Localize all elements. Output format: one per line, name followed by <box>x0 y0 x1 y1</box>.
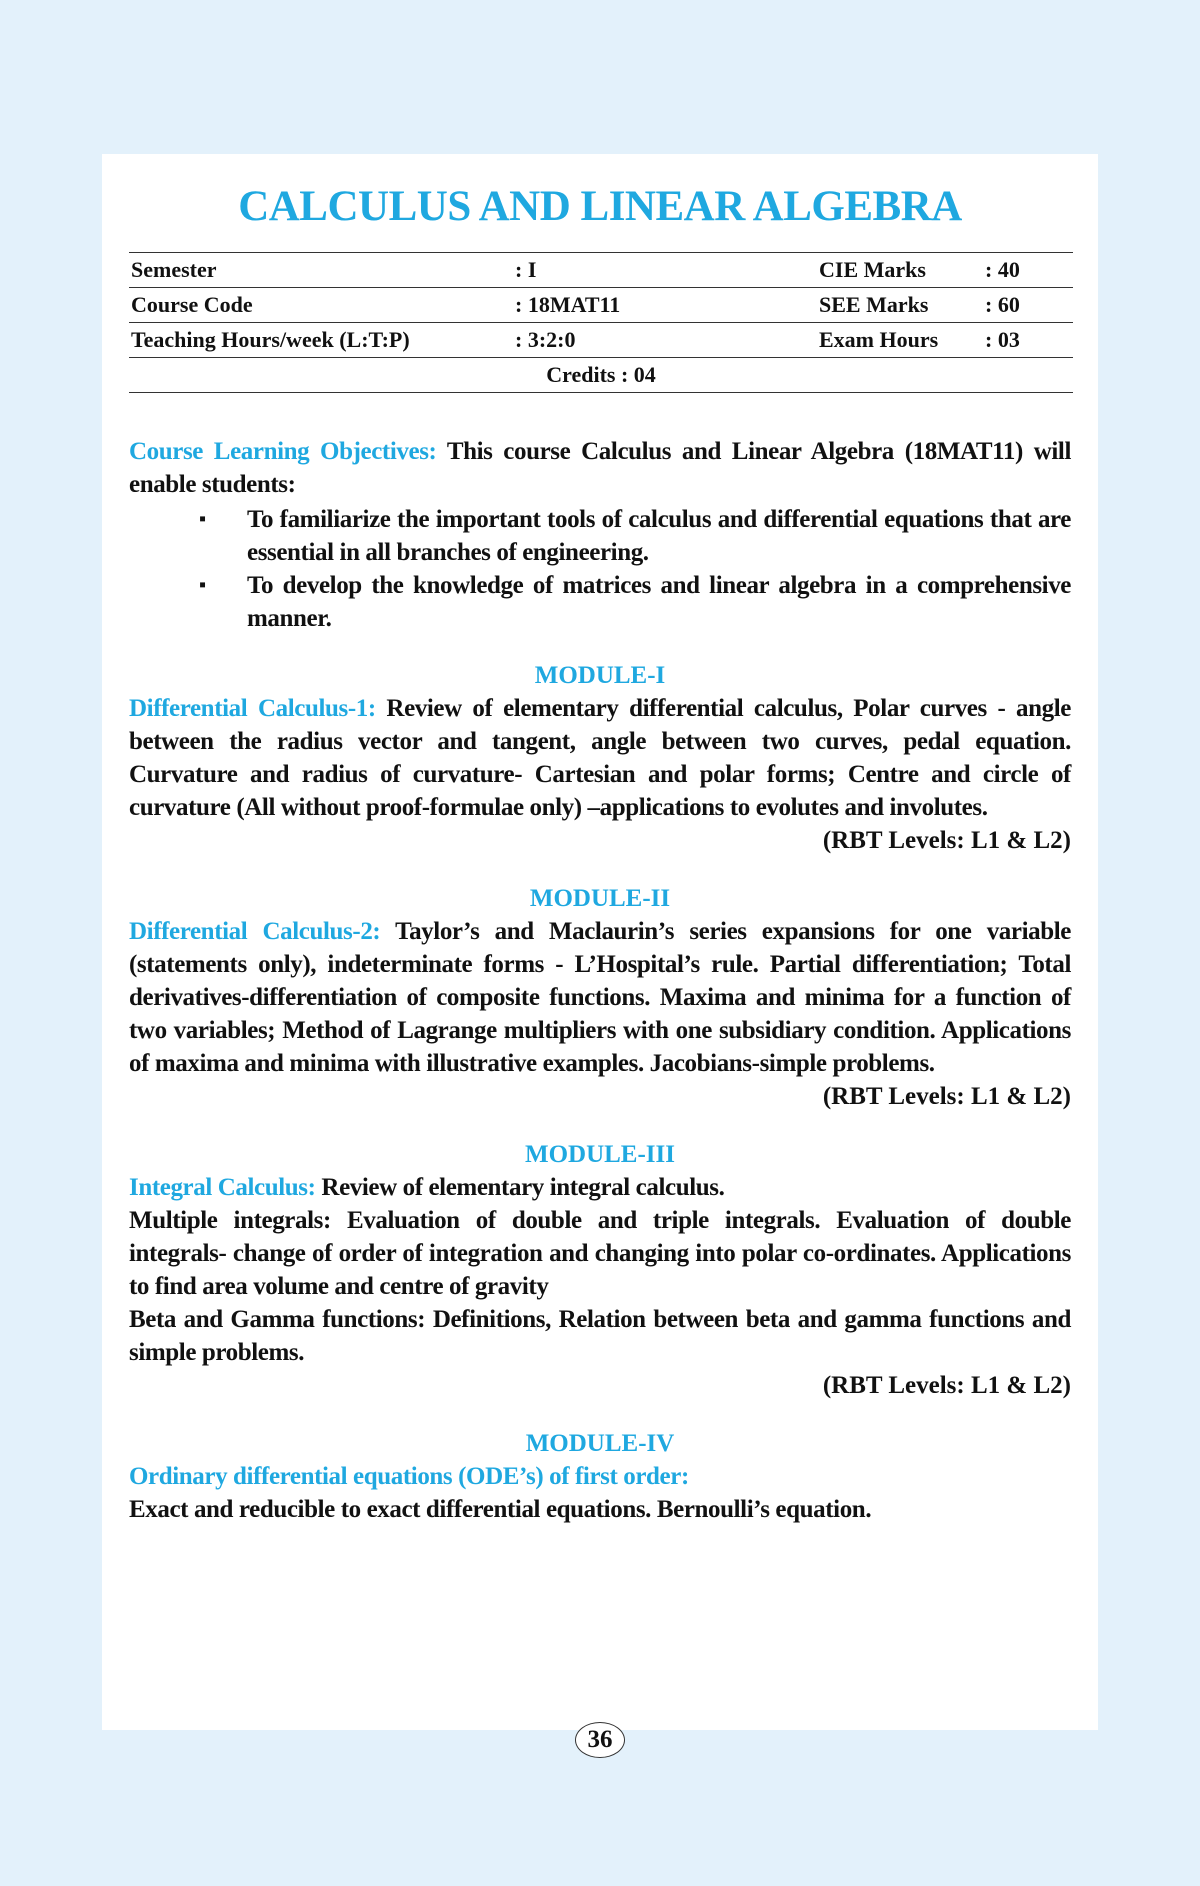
module-text: Taylor’s and Maclaurin’s series expansions for one variable (statements only), indeterminate forms - L’Hospital’s rule. Partial differentiation; Total derivatives-differentiation of composite functions. Maxima and minima for a function of two variables; Method of Lagrange multipliers with one subsidiary condition. Applications of maxima and minima with illustrative examples. Jacobians-simple problems. <box>129 918 1071 1077</box>
module-lead: Differential Calculus-1: <box>129 695 376 722</box>
module-paragraph: Multiple integrals: Evaluation of double and triple integrals. Evaluation of double integrals- change of order of integration and changing into polar co-ordinates. Applications to find area volume and centre of gravity <box>129 1207 1071 1300</box>
module-body <box>129 915 1071 1080</box>
module-body <box>129 1460 1071 1493</box>
course-info-table <box>129 252 1073 393</box>
module-text: Exact and reducible to exact differential equations. Bernoulli’s equation. <box>129 1496 872 1523</box>
objectives-list <box>129 503 1071 635</box>
module-lead: Integral Calculus: <box>129 1174 316 1201</box>
credits-cell: Credits : 04 <box>129 358 1073 393</box>
learning-objectives <box>129 435 1071 635</box>
module-body <box>129 692 1071 824</box>
rbt-levels: (RBT Levels: L1 & L2) <box>822 827 1071 854</box>
module-body <box>129 1171 1071 1204</box>
table-row <box>129 253 1073 288</box>
module-2 <box>129 882 1071 1114</box>
table-row <box>129 323 1073 358</box>
module-text: Review of elementary differential calculus, Polar curves - angle between the radius vector and tangent, angle between two curves, pedal equation. Curvature and radius of curvature- Cartesian and polar forms; Centre and circle of curvature (All without proof-formulae only) –applications to evolutes and involutes. <box>129 695 1071 821</box>
objectives-lead: Course Learning Objectives: <box>129 438 437 465</box>
module-heading: MODULE-III <box>524 1141 675 1168</box>
objectives-intro <box>129 435 1071 501</box>
info-label: Exam Hours <box>817 323 983 358</box>
module-lead: Ordinary differential equations (ODE’s) of first order: <box>129 1463 689 1490</box>
page-title: CALCULUS AND LINEAR ALGEBRA <box>238 183 962 230</box>
module-text: Review of elementary integral calculus. <box>315 1174 725 1201</box>
info-value: : 40 <box>983 253 1073 288</box>
info-label: Teaching Hours/week (L:T:P) <box>129 323 513 358</box>
info-value: : 3:2:0 <box>513 323 817 358</box>
info-label: Semester <box>129 253 513 288</box>
info-label: SEE Marks <box>817 288 983 323</box>
objectives-text: This course Calculus and Linear Algebra (18MAT11) will enable students: <box>129 438 1071 498</box>
module-paragraph: Beta and Gamma functions: Definitions, Relation between beta and gamma functions and simple problems. <box>129 1306 1071 1366</box>
info-label: Course Code <box>129 288 513 323</box>
module-heading: MODULE-II <box>529 885 671 912</box>
module-3 <box>129 1138 1071 1403</box>
info-value: : 60 <box>983 288 1073 323</box>
info-label: CIE Marks <box>817 253 983 288</box>
module-4 <box>129 1427 1071 1526</box>
info-value: : 18MAT11 <box>513 288 817 323</box>
rbt-levels: (RBT Levels: L1 & L2) <box>822 1083 1071 1110</box>
page-number: 36 <box>575 1722 625 1758</box>
page-content <box>129 180 1071 1526</box>
table-row <box>129 288 1073 323</box>
info-value: : 03 <box>983 323 1073 358</box>
info-value: : I <box>513 253 817 288</box>
module-1 <box>129 659 1071 858</box>
list-item: ▪ To familiarize the important tools of calculus and differential equations that are essential in all branches of engineering. <box>247 503 1071 569</box>
rbt-levels: (RBT Levels: L1 & L2) <box>822 1372 1071 1399</box>
table-row <box>129 358 1073 393</box>
module-lead: Differential Calculus-2: <box>129 918 381 945</box>
list-item: ▪ To develop the knowledge of matrices and linear algebra in a comprehensive manner. <box>247 569 1071 635</box>
document-page <box>102 154 1098 1730</box>
module-heading: MODULE-I <box>534 662 666 689</box>
module-heading: MODULE-IV <box>525 1430 675 1457</box>
